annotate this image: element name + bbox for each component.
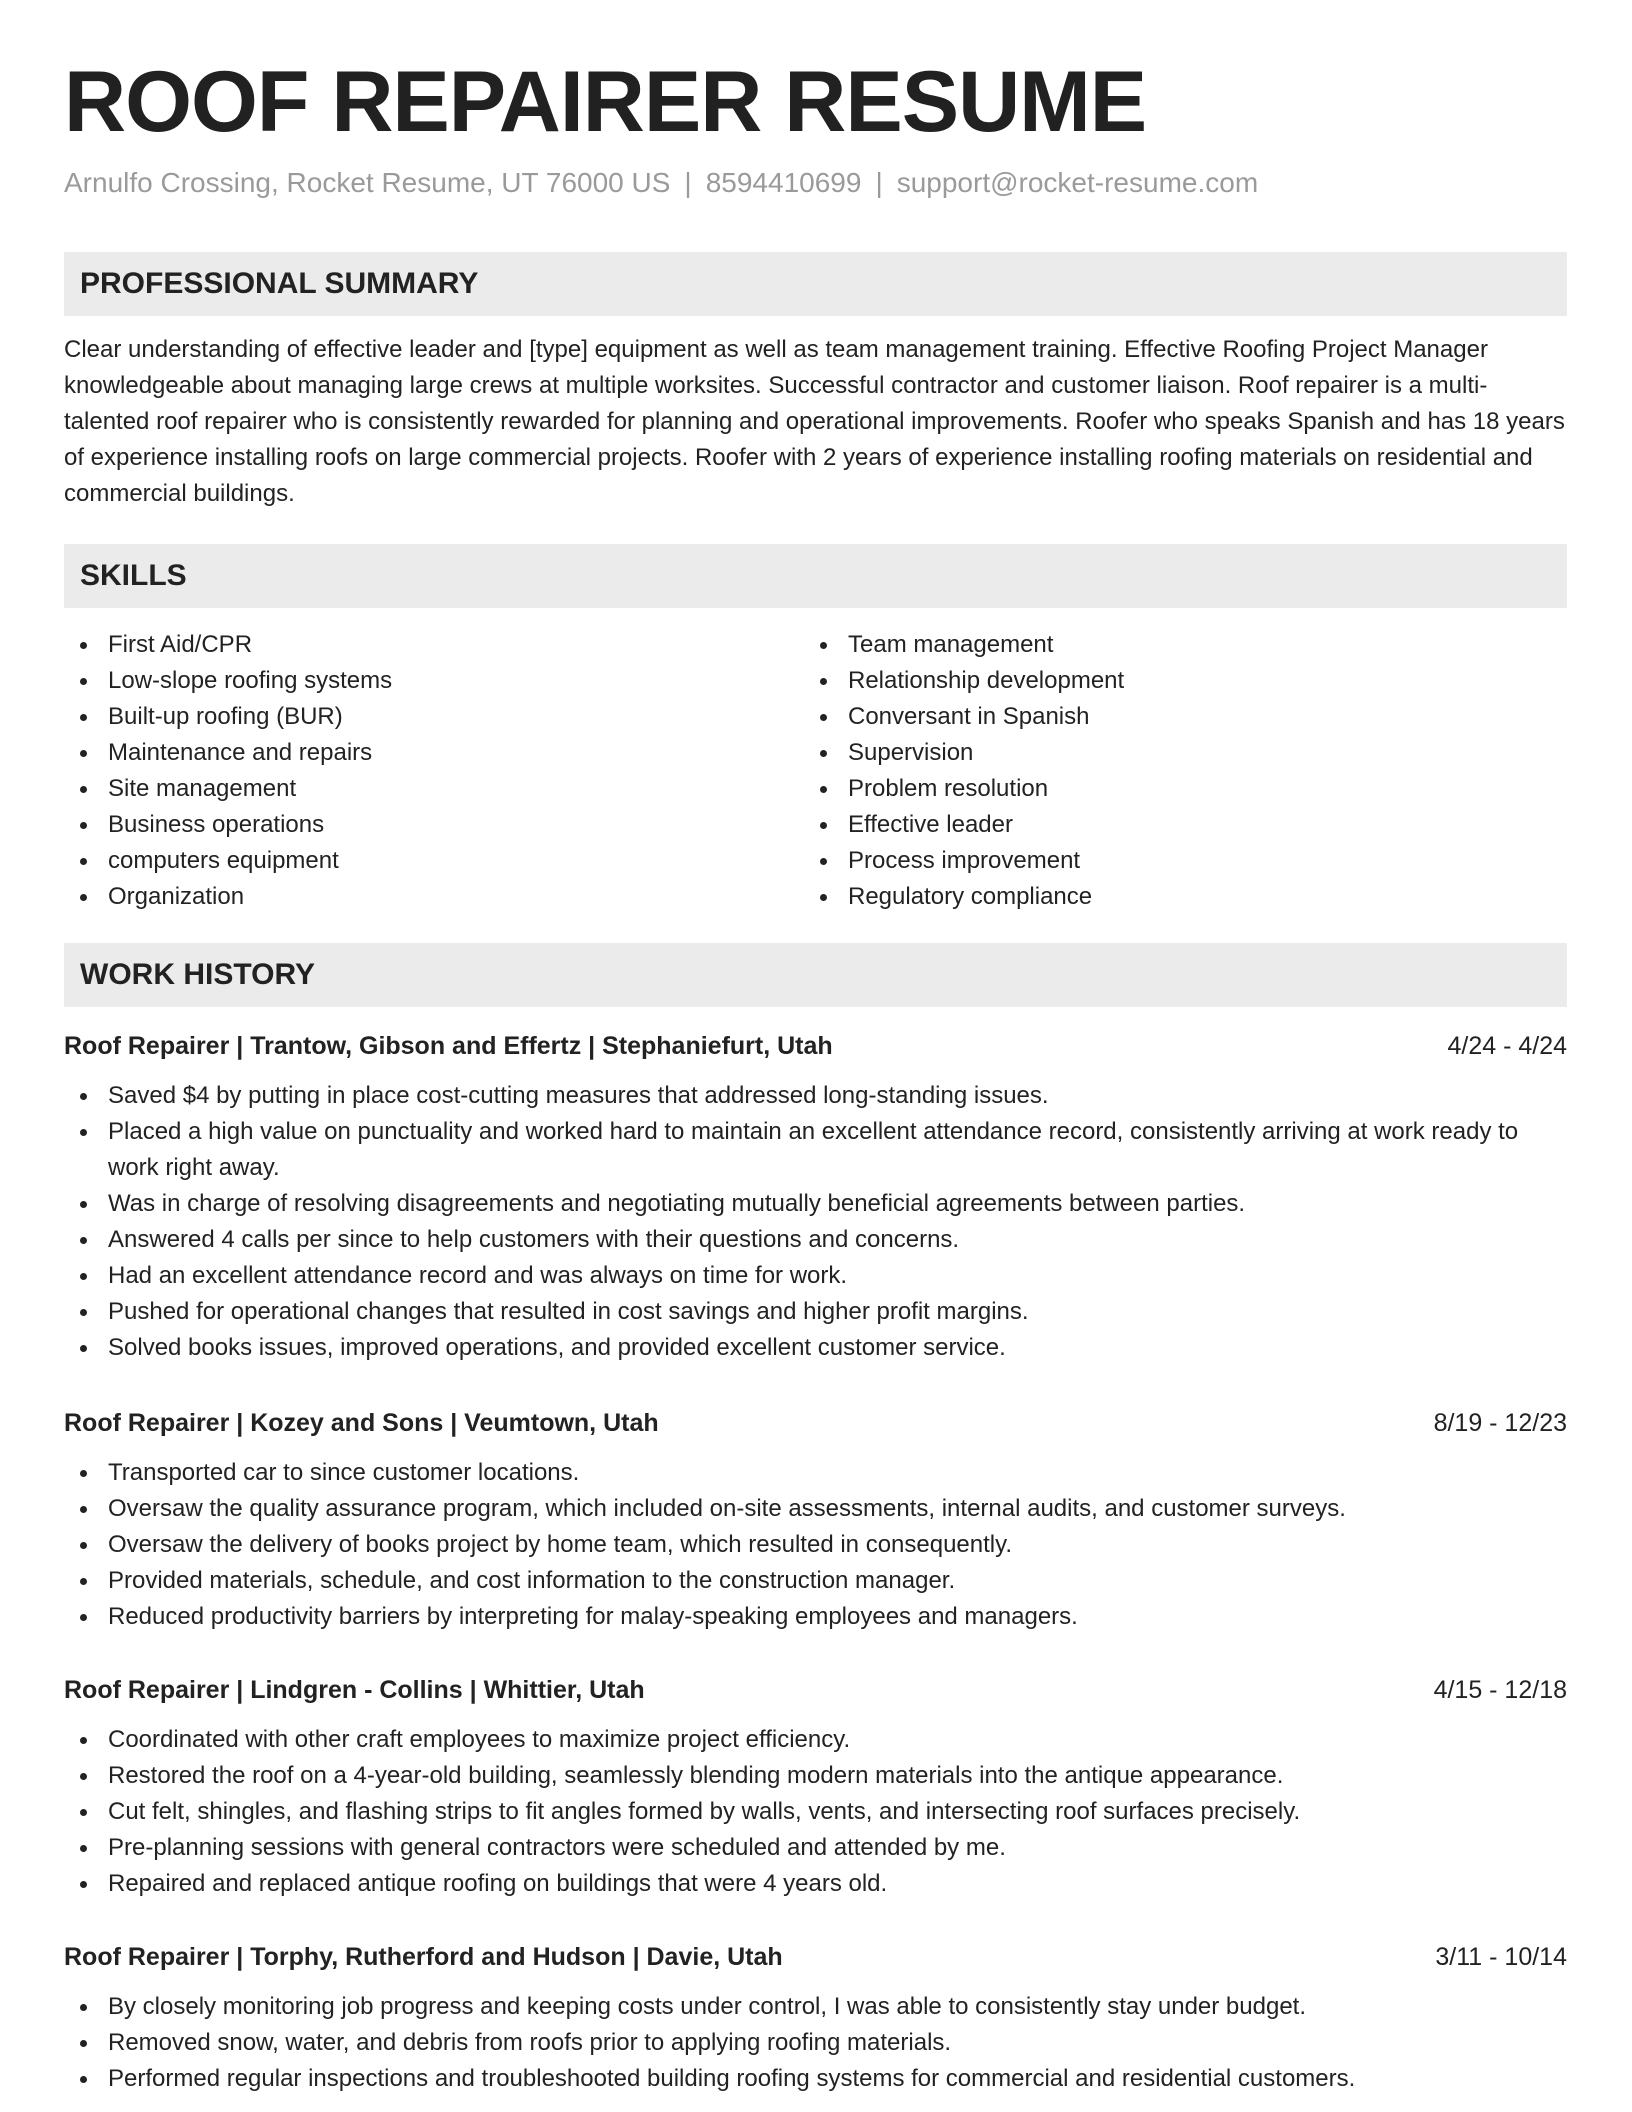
job-header	[64, 1670, 1567, 1710]
job-bullet: Transported car to since customer locations.	[64, 1455, 1567, 1491]
job-bullets	[64, 1989, 1567, 2097]
job-title: Roof Repairer | Lindgren - Collins | Whittier, Utah	[64, 1676, 645, 1704]
job-bullet: Pushed for operational changes that resulted in cost savings and higher profit margins.	[64, 1294, 1567, 1330]
summary-heading: PROFESSIONAL SUMMARY	[80, 267, 479, 300]
job-bullet: Pre-planning sessions with general contractors were scheduled and attended by me.	[64, 1830, 1567, 1866]
skill-item: Process improvement	[804, 843, 1504, 879]
job-bullet: Saved $4 by putting in place cost-cutting measures that addressed long-standing issues.	[64, 1078, 1567, 1114]
skill-item: Maintenance and repairs	[64, 735, 764, 771]
skill-item: Regulatory compliance	[804, 879, 1504, 915]
job-header	[64, 1026, 1567, 1066]
skills-list-right	[804, 627, 1504, 915]
skill-item: Site management	[64, 771, 764, 807]
job-entry	[64, 1026, 1567, 1366]
job-bullet: Cut felt, shingles, and flashing strips to fit angles formed by walls, vents, and intersecting roof surfaces precisely.	[64, 1794, 1567, 1830]
job-header	[64, 1403, 1567, 1443]
contact-separator: |	[684, 167, 692, 198]
skill-item: Conversant in Spanish	[804, 699, 1504, 735]
job-entry	[64, 1403, 1567, 1635]
skills-section-header	[64, 544, 1567, 608]
skill-item: Organization	[64, 879, 764, 915]
job-bullets	[64, 1455, 1567, 1635]
skill-item: Low-slope roofing systems	[64, 663, 764, 699]
skill-item: computers equipment	[64, 843, 764, 879]
job-bullet: Answered 4 calls per since to help customers with their questions and concerns.	[64, 1222, 1567, 1258]
skills-list-left	[64, 627, 764, 915]
job-bullet: Performed regular inspections and troubleshooted building roofing systems for commercial and residential customers.	[64, 2061, 1567, 2097]
job-bullet: Oversaw the delivery of books project by home team, which resulted in consequently.	[64, 1527, 1567, 1563]
job-title: Roof Repairer | Torphy, Rutherford and Hudson | Davie, Utah	[64, 1943, 783, 1971]
contact-address: Arnulfo Crossing, Rocket Resume, UT 76000 US	[64, 167, 671, 198]
contact-phone: 8594410699	[705, 167, 862, 198]
job-entry	[64, 1937, 1567, 2097]
skills-heading: SKILLS	[80, 559, 187, 592]
job-bullet: Solved books issues, improved operations, and provided excellent customer service.	[64, 1330, 1567, 1366]
contact-email: support@rocket-resume.com	[896, 167, 1259, 198]
job-bullet: Provided materials, schedule, and cost information to the construction manager.	[64, 1563, 1567, 1599]
work-section-header	[64, 943, 1567, 1007]
job-dates: 4/24 - 4/24	[1447, 1032, 1567, 1060]
job-bullet: Reduced productivity barriers by interpreting for malay-speaking employees and managers.	[64, 1599, 1567, 1635]
job-bullet: Coordinated with other craft employees to maximize project efficiency.	[64, 1722, 1567, 1758]
skill-item: Problem resolution	[804, 771, 1504, 807]
job-bullet: Removed snow, water, and debris from roofs prior to applying roofing materials.	[64, 2025, 1567, 2061]
contact-separator: |	[875, 167, 883, 198]
job-title: Roof Repairer | Trantow, Gibson and Effertz | Stephaniefurt, Utah	[64, 1032, 833, 1060]
summary-section-header	[64, 252, 1567, 316]
skill-item: Effective leader	[804, 807, 1504, 843]
job-bullet: Placed a high value on punctuality and worked hard to maintain an excellent attendance record, consistently arriving at work ready to work right away.	[64, 1114, 1567, 1186]
summary-text: Clear understanding of effective leader and [type] equipment as well as team management training. Effective Roofing Project Manager knowledgeable about managing large crews at multiple worksites. Successful contractor and customer liaison. Roof repairer is a multi-talented roof repairer who is consistently rewarded for planning and operational improvements. Roofer who speaks Spanish and has 18 years of experience installing roofs on large commercial projects. Roofer with 2 years of experience installing roofing materials on residential and commercial buildings.	[64, 336, 1565, 507]
skill-item: First Aid/CPR	[64, 627, 764, 663]
contact-line	[64, 163, 1258, 203]
job-dates: 3/11 - 10/14	[1435, 1943, 1567, 1971]
job-dates: 4/15 - 12/18	[1433, 1676, 1567, 1704]
job-bullet: Was in charge of resolving disagreements and negotiating mutually beneficial agreements between parties.	[64, 1186, 1567, 1222]
job-bullet: Oversaw the quality assurance program, which included on-site assessments, internal audits, and customer surveys.	[64, 1491, 1567, 1527]
job-bullet: By closely monitoring job progress and keeping costs under control, I was able to consistently stay under budget.	[64, 1989, 1567, 2025]
skill-item: Supervision	[804, 735, 1504, 771]
skill-item: Built-up roofing (BUR)	[64, 699, 764, 735]
job-bullet: Repaired and replaced antique roofing on buildings that were 4 years old.	[64, 1866, 1567, 1902]
job-header	[64, 1937, 1567, 1977]
skill-item: Team management	[804, 627, 1504, 663]
job-entry	[64, 1670, 1567, 1902]
skill-item: Business operations	[64, 807, 764, 843]
job-bullet: Restored the roof on a 4-year-old building, seamlessly blending modern materials into the antique appearance.	[64, 1758, 1567, 1794]
job-bullets	[64, 1722, 1567, 1902]
job-title: Roof Repairer | Kozey and Sons | Veumtown, Utah	[64, 1409, 659, 1437]
job-dates: 8/19 - 12/23	[1433, 1409, 1567, 1437]
resume-title: ROOF REPAIRER RESUME	[64, 54, 1147, 150]
skill-item: Relationship development	[804, 663, 1504, 699]
job-bullet: Had an excellent attendance record and was always on time for work.	[64, 1258, 1567, 1294]
job-bullets	[64, 1078, 1567, 1366]
work-heading: WORK HISTORY	[80, 958, 316, 991]
